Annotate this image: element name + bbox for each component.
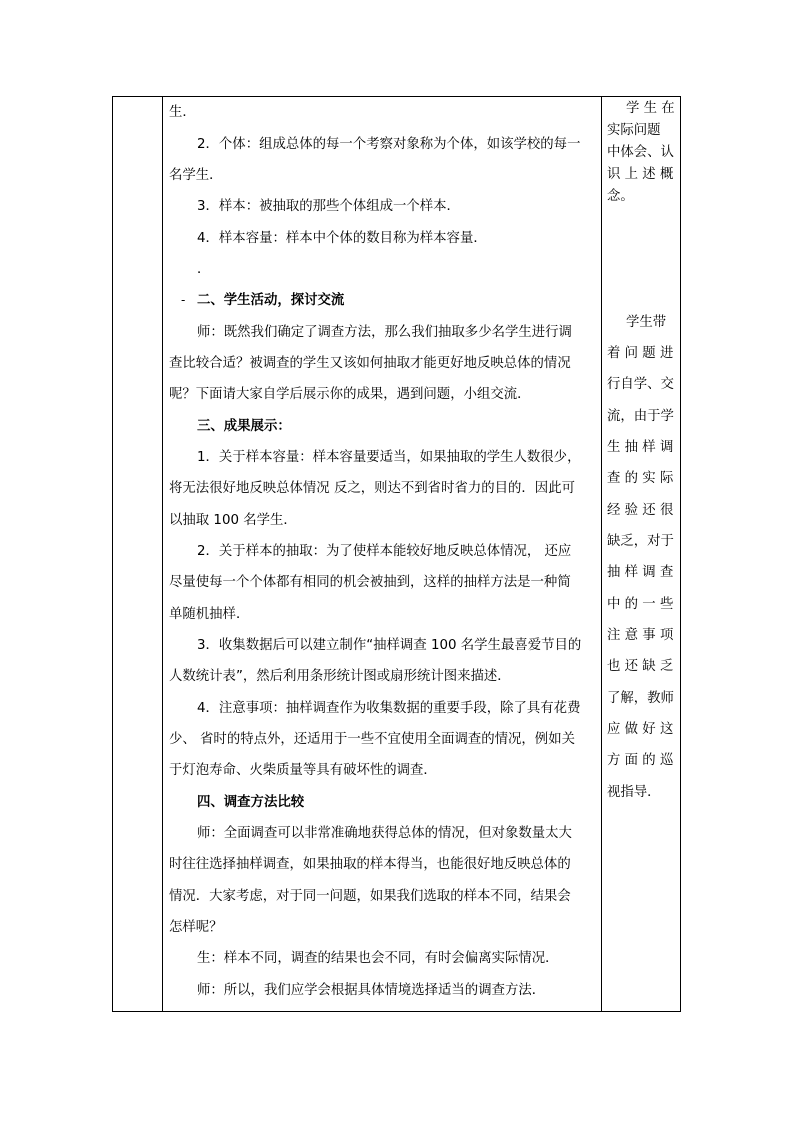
text-line: 少、 省时的特点外，还适用于一些不宜使用全面调查的情况，例如关 [169, 732, 575, 747]
note-line: 抽 样 调 查 [607, 565, 674, 580]
note-line: 实际问题 [607, 123, 661, 138]
text-line: 师：既然我们确定了调查方法，那么我们抽取多少名学生进行调 [197, 325, 572, 340]
notes-column [601, 97, 681, 1011]
text-line: 2．关于样本的抽取：为了使样本能较好地反映总体情况， 还应 [197, 544, 572, 559]
text-line: 3．样本：被抽取的那些个体组成一个样本． [197, 199, 460, 214]
note-line: 着 问 题 进 [607, 346, 674, 361]
text-line: 师：所以，我们应学会根据具体情境选择适当的调查方法． [197, 983, 546, 998]
note-line: 了解，教师 [607, 691, 674, 706]
text-line: 人数统计表”，然后利用条形统计图或扇形统计图来描述． [169, 669, 511, 684]
text-line: 生． [169, 105, 196, 120]
section-heading: 四、调查方法比较 [197, 795, 305, 810]
note-line: 中体会、认 [607, 145, 674, 160]
section-heading: 二、学生活动，探讨交流 [197, 293, 345, 308]
text-line: 1．关于样本容量：样本容量要适当，如果抽取的学生人数很少， [197, 450, 581, 465]
note-line: 识 上 述 概 [607, 167, 674, 182]
text-line: 尽量使每一个个体都有相同的机会被抽到，这样的抽样方法是一种简 [169, 575, 571, 590]
text-line: 单随机抽样． [169, 607, 250, 622]
text-line: 查比较合适？被调查的学生又该如何抽取才能更好地反映总体的情况 [169, 356, 571, 371]
note-line: 缺乏，对于 [607, 534, 674, 549]
text-line: 将无法很好地反映总体情况 反之，则达不到省时省力的目的．因此可 [169, 481, 575, 496]
text-line: 生：样本不同，调查的结果也会不同，有时会偏离实际情况． [197, 951, 559, 966]
note-line: 应 做 好 这 [607, 722, 674, 737]
text-line: 于灯泡寿命、火柴质量等具有破坏性的调查． [169, 763, 437, 778]
note-line: 学生带 [626, 315, 667, 330]
text-line: 情况．大家考虑，对于同一问题，如果我们选取的样本不同，结果会 [169, 889, 571, 904]
note-line: 流，由于学 [607, 409, 674, 424]
note-line: 中 的 一 些 [607, 597, 674, 612]
bullet-mark: - [181, 293, 186, 307]
text-line: 师：全面调查可以非常准确地获得总体的情况，但对象数量太大 [197, 826, 572, 841]
note-line: 注 意 事 项 [607, 628, 674, 643]
text-line: 名学生． [169, 168, 223, 183]
note-line: 学 生 在 [626, 101, 675, 116]
text-line: 时往往选择抽样调查，如果抽取的样本得当，也能很好地反映总体的 [169, 857, 571, 872]
note-line: 行自学、交 [607, 377, 674, 392]
note-line: 也 还 缺 乏 [607, 659, 674, 674]
left-column [113, 97, 163, 1011]
text-line: 呢？下面请大家自学后展示你的成果，遇到问题，小组交流． [169, 387, 531, 402]
note-line: 念。 [607, 189, 634, 204]
text-line: 怎样呢？ [169, 920, 223, 935]
note-line: 查 的 实 际 [607, 471, 674, 486]
note-line: 经 验 还 很 [607, 503, 674, 518]
note-line: 视指导． [607, 785, 661, 800]
text-line: 2．个体：组成总体的每一个考察对象称为个体，如该学校的每一 [197, 137, 581, 152]
text-line: 以抽取 100 名学生． [169, 513, 297, 528]
text-line: 4．注意事项：抽样调查作为收集数据的重要手段，除了具有花费 [197, 701, 581, 716]
text-line: 3．收集数据后可以建立制作“抽样调查 100 名学生最喜爱节目的 [197, 638, 582, 653]
section-heading: 三、成果展示： [197, 419, 291, 434]
text-line: ． [197, 262, 211, 277]
note-line: 方 面 的 巡 [607, 753, 674, 768]
note-line: 生 抽 样 调 [607, 440, 674, 455]
text-line: 4．样本容量：样本中个体的数目称为样本容量． [197, 231, 487, 246]
lesson-table [112, 96, 681, 1012]
